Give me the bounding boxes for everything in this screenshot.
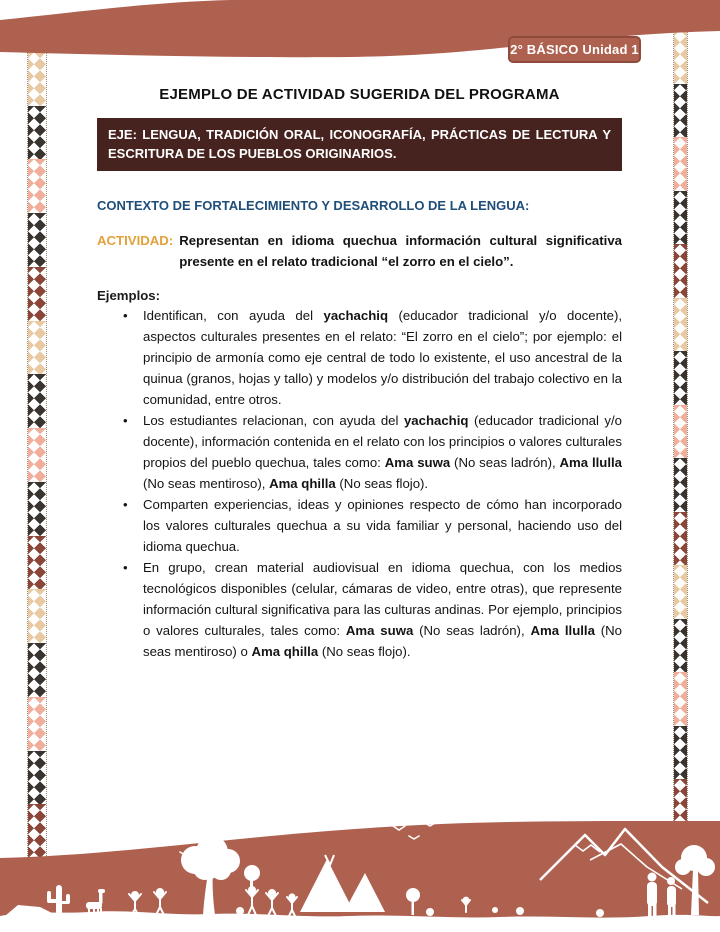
bullet-icon: • (123, 308, 128, 323)
textile-pattern-segment (674, 298, 687, 352)
textile-pattern-segment (674, 351, 687, 405)
textile-pattern-segment (28, 213, 46, 267)
textile-pattern-segment (28, 751, 46, 805)
bullet-icon: • (123, 560, 128, 575)
bullet-icon: • (123, 413, 128, 428)
textile-pattern-segment (28, 536, 46, 590)
eje-banner: EJE: LENGUA, TRADICIÓN ORAL, ICONOGRAFÍA, PRÁCTICAS DE LECTURA Y ESCRITURA DE LOS PUEBLOS ORIGINARIOS. (97, 118, 622, 171)
textile-pattern-segment (674, 137, 687, 191)
list-item-text: Los estudiantes relacionan, con ayuda del yachachiq (educador tradicional y/o docente), información contenida en el relato con los principios o valores culturales propios del pueblo quechua, tales como: Ama suwa (No seas ladrón), Ama llulla (No seas mentiroso), Ama qhilla (No seas flojo). (143, 413, 623, 491)
textile-pattern-segment (674, 84, 687, 138)
list-item (97, 410, 622, 494)
textile-pattern-segment (28, 321, 46, 375)
textile-pattern-segment (28, 267, 46, 321)
unit-badge-label: 2° BÁSICO Unidad 1 (510, 42, 639, 57)
textile-pattern-segment (674, 672, 687, 726)
examples-list (97, 305, 622, 662)
textile-pattern-segment (28, 428, 46, 482)
textile-pattern-segment (28, 697, 46, 751)
textile-pattern-segment (28, 589, 46, 643)
list-item-text: Identifican, con ayuda del yachachiq (educador tradicional y/o docente), aspectos culturales presentes en el relato: “El zorro en el cielo”; por ejemplo: el principio de armonía como eje central de todo lo existente, el uso ancestral de la quinua (granos, hojas y tallo) y modelos y/o distribución del trabajo colectivo en la comunidad, entre otros. (143, 308, 622, 407)
textile-pattern-segment (674, 244, 687, 298)
left-border-pattern (27, 52, 47, 858)
contexto-heading: CONTEXTO DE FORTALECIMIENTO Y DESARROLLO DE LA LENGUA: (97, 198, 530, 213)
content-column (97, 0, 622, 662)
list-item-text: Comparten experiencias, ideas y opiniones respecto de cómo han incorporado los valores culturales quechua a su vida familiar y personal, haciendo uso del idioma quechua. (143, 497, 622, 554)
textile-pattern-segment (674, 726, 687, 780)
actividad-paragraph (97, 230, 622, 272)
textile-pattern-segment (28, 106, 46, 160)
textile-pattern-segment (674, 191, 687, 245)
textile-pattern-segment (674, 565, 687, 619)
textile-pattern-segment (28, 482, 46, 536)
andean-landscape-illustration (0, 815, 720, 932)
right-border-pattern (673, 30, 688, 833)
list-item-text: En grupo, crean material audiovisual en idioma quechua, con los medios tecnológicos disponibles (celular, cámaras de video, entre otras), que represente información cultural significativa para las culturas andinas. Por ejemplo, principios o valores culturales, tales como: Ama suwa (No seas ladrón), Ama llulla (No seas mentiroso) o Ama qhilla (No seas flojo). (143, 560, 623, 659)
textile-pattern-segment (674, 405, 687, 459)
list-item (97, 557, 622, 662)
actividad-text: Representan en idioma quechua información cultural significativa presente en el relato tradicional “el zorro en el cielo”. (179, 233, 622, 269)
textile-pattern-segment (674, 619, 687, 673)
list-item (97, 305, 622, 410)
ejemplos-heading: Ejemplos: (97, 288, 161, 303)
textile-pattern-segment (28, 643, 46, 697)
actividad-label: ACTIVIDAD: (97, 233, 174, 248)
unit-badge (508, 36, 641, 63)
textile-pattern-segment (674, 458, 687, 512)
textile-pattern-segment (28, 159, 46, 213)
textile-pattern-segment (674, 512, 687, 566)
textile-pattern-segment (28, 374, 46, 428)
bullet-icon: • (123, 497, 128, 512)
page-title: EJEMPLO DE ACTIVIDAD SUGERIDA DEL PROGRAMA (159, 86, 560, 103)
list-item (97, 494, 622, 557)
